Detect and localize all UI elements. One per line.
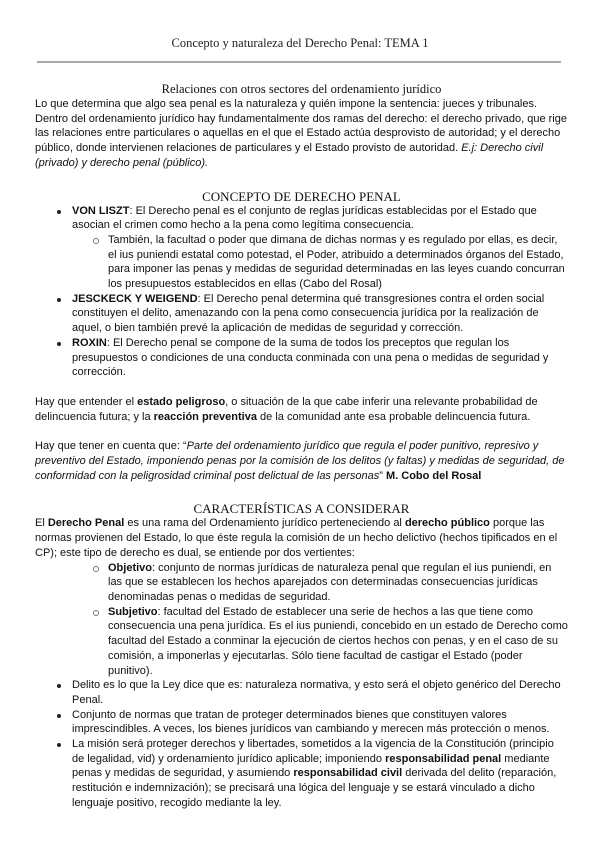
bold-text: Subjetivo (108, 605, 158, 618)
document-body (35, 82, 568, 811)
bullet-item (35, 204, 568, 233)
text-run: La misión será proteger derechos y libertades, sometidos a la vigencia de la Constitución (principio de legalidad, vid) y ordenamiento jurídico aplicable; imponiendo (72, 738, 554, 765)
bullet-list (35, 561, 568, 811)
text-run: Relaciones con otros sectores del ordenamiento jurídico (161, 82, 442, 96)
bullet-item (35, 737, 568, 811)
bullet-item (35, 708, 568, 737)
bullet-item (35, 336, 568, 380)
text-run: : El Derecho penal es el conjunto de reglas jurídicas establecidas por el Estado que asocian el crimen como hecho a la pena como legítima consecuencia. (72, 204, 537, 232)
paragraph (35, 97, 568, 171)
text-run: También, la facultad o poder que dimana de dichas normas y es regulado por ellas, es decir, el ius puniendi estatal como potestad, el Poder, atribuido a determinados órganos del Estado, para imponer las penas y medidas de seguridad determinadas en las leyes cuando concurran los presupuestos establecidos en ellas (Cabo del Rosal) (108, 233, 565, 291)
text-run: CARACTERÍSTICAS A CONSIDERAR (193, 501, 410, 517)
bold-text: reacción preventiva (153, 410, 257, 423)
italic-text: Parte del ordenamiento jurídico que regula el poder punitivo, represivo y preventivo del Estado, imponiendo penas por la comisión de los delitos (y faltas) y medidas de seguridad, de conformidad con la peligrosidad criminal post delictual de las personas (35, 440, 565, 482)
text-run: : El Derecho penal determina qué transgresiones contra el orden social constituyen el delito, amenazando con la pena como consecuencia jurídica por la realización de aquel, o bien también prevé la aplicación de medidas de seguridad y corrección. (72, 292, 545, 335)
bold-text: Derecho Penal (47, 517, 125, 530)
bold-text: derecho público (404, 517, 490, 530)
bullet-item (35, 292, 568, 336)
text-run: Conjunto de normas que tratan de proteger determinados bienes que constituyen valores imprescindibles. A veces, los bienes jurídicos van cambiando y merecen más protección o menos. (72, 708, 550, 736)
bold-text: responsabilidad civil (293, 767, 403, 780)
paragraph (35, 395, 568, 424)
bullet-list (35, 204, 568, 380)
bold-text: estado peligroso (137, 395, 226, 408)
text-run: : facultad del Estado de establecer una serie de hechos a las que tiene como consecuencia una pena jurídica. Es el ius puniendi, concebido en un estado de Derecho como facultad del Estado a conminar la ejecución de ciertos hechos con penas, y en el caso de su comisión, a imponerlas y ejecutarlas. Sólo tiene facultad de castigar el Estado (poder punitivo). (108, 605, 568, 677)
paragraph (35, 516, 568, 560)
bold-text: Objetivo (108, 561, 153, 574)
text-run: Delito es lo que la Ley dice que es: naturaleza normativa, y esto será el objeto genérico del Derecho Penal. (72, 679, 561, 706)
sub-bullet-item (35, 561, 568, 605)
bold-text: VON LISZT (72, 204, 130, 217)
text-run: porque las normas provienen del Estado, lo que éste regula la comisión de un hecho delictivo (hechos tipificados en el CP); este tipo de derecho es dual, se entiende por dos vertientes: (35, 517, 558, 559)
text-run: ” (379, 469, 386, 482)
text-run: mediante penas y medidas de seguridad, y asumiendo (72, 752, 550, 780)
text-run: de la comunidad ante esa probable delincuencia futura. (256, 410, 531, 423)
text-run: es una rama del Ordenamiento jurídico perteneciendo al (124, 517, 405, 530)
bullet-item (35, 678, 568, 707)
sub-bullet-item (35, 605, 568, 679)
text-run: : El Derecho penal se compone de la suma de todos los preceptos que regulan los presupuestos o condiciones de una conducta conminada con una pena o medidas de seguridad y corrección. (72, 336, 549, 379)
text-run: El (35, 517, 48, 530)
bold-text: ROXIN (72, 336, 107, 349)
section-heading (35, 82, 568, 97)
paragraph (35, 439, 568, 483)
text-run: : conjunto de normas jurídicas de naturaleza penal que regulan el ius puniendi, en las que se establecen los hechos aparejados con determinadas consecuencias jurídicas denominadas penas o medidas de seguridad. (108, 561, 552, 603)
text-run: , o situación de la que cabe inferir una relevante probabilidad de delincuencia futura; y la (35, 395, 538, 423)
document-header-title: Concepto y naturaleza del Derecho Penal: TEMA 1 (171, 36, 429, 50)
text-run: Lo que determina que algo sea penal es la naturaleza y quién impone la sentencia: jueces y tribunales. Dentro del ordenamiento jurídico hay fundamentalmente dos ramas del derecho: el derecho privado, que rige las relaciones entre particulares o aquellas en el que el Estado actúa desprovisto de autoridad; y el derecho público, donde intervienen relaciones de particulares y el Estado provisto de autoridad. (35, 98, 567, 155)
text-run: derivada del delito (reparación, restitución e indemnización); se precisará una lógica del lenguaje y se estará vinculado a dicho lenguaje positivo, recogido mediante la ley. (72, 767, 557, 809)
section-heading (35, 501, 568, 516)
section-heading (35, 189, 568, 204)
sub-bullet-item (35, 233, 568, 292)
text-run: Hay que tener en cuenta que: “ (35, 440, 187, 453)
italic-text: E.j: Derecho civil (privado) y derecho penal (público). (35, 142, 544, 169)
text-run: Hay que entender el (35, 395, 138, 408)
header-divider (37, 61, 561, 63)
bold-text: M. Cobo del Rosal (385, 469, 482, 482)
bold-text: responsabilidad penal (385, 752, 502, 765)
bold-text: JESCKECK Y WEIGEND (72, 292, 198, 305)
text-run: CONCEPTO DE DERECHO PENAL (202, 188, 401, 204)
